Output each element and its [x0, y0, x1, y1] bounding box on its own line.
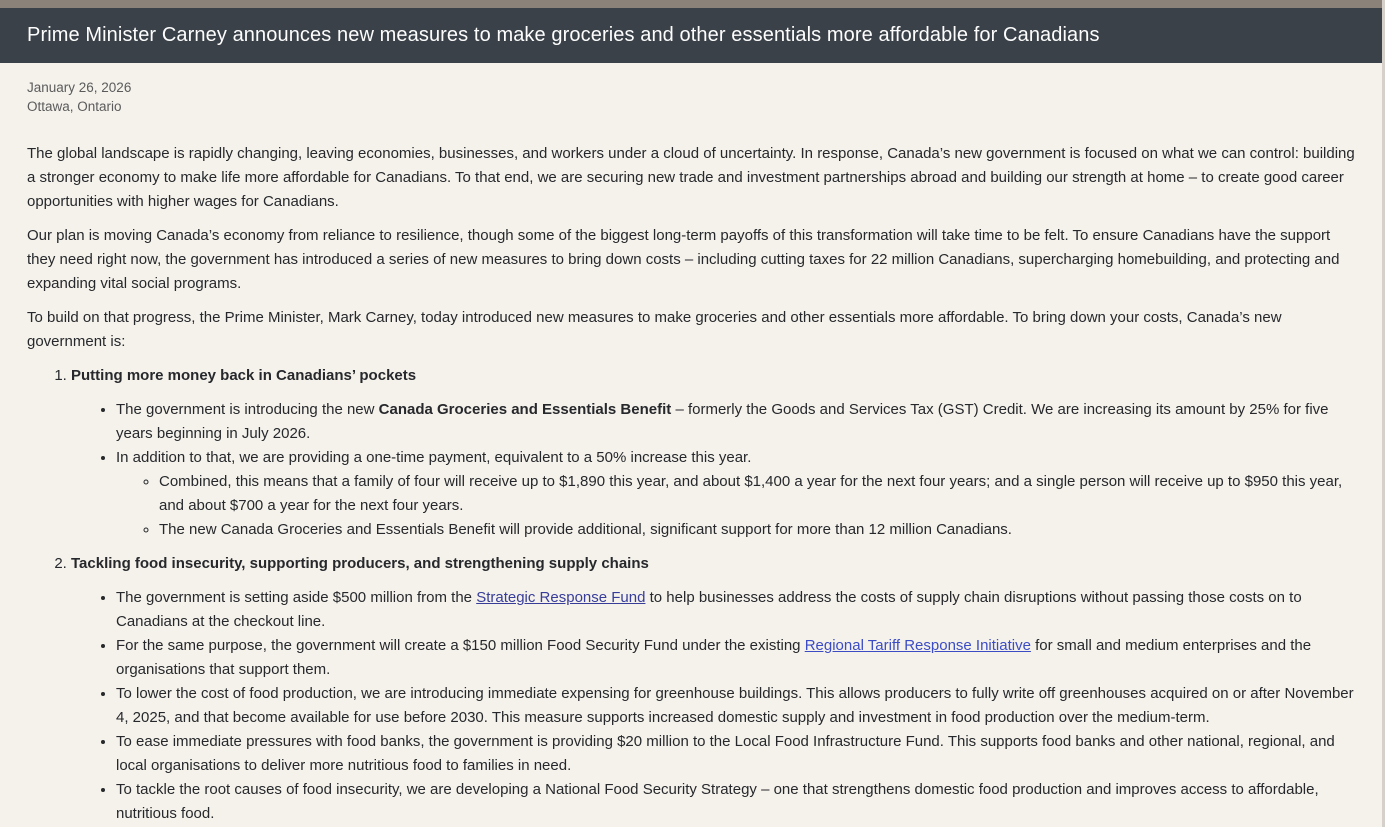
bullet-list [71, 398, 1358, 542]
bullet-list [71, 586, 1358, 826]
page-title: Prime Minister Carney announces new measures to make groceries and other essentials more affordable for Canadians [27, 24, 1100, 46]
sub-bullet-item [159, 470, 1358, 518]
bullet-item [116, 586, 1358, 634]
paragraph [27, 224, 1358, 296]
text-segment: Our plan is moving Canada’s economy from reliance to resilience, though some of the biggest long-term payoffs of this transformation will take time to be felt. To ensure Canadians have the support they need right now, the government has introduced a series of new measures to bring down costs – including cutting taxes for 22 million Canadians, supercharging homebuilding, and protecting and expanding vital social programs. [27, 227, 1340, 292]
bullet-item [116, 730, 1358, 778]
bullet-item [116, 446, 1358, 542]
text-segment: The government is introducing the new [116, 401, 379, 418]
paragraph [27, 306, 1358, 354]
text-segment: To build on that progress, the Prime Minister, Mark Carney, today introduced new measures to make groceries and other essentials more affordable. To bring down your costs, Canada’s new government is: [27, 309, 1282, 350]
top-edge-strip [0, 0, 1385, 8]
article-body [27, 142, 1358, 826]
sub-bullet-item [159, 518, 1358, 542]
text-segment: To tackle the root causes of food insecurity, we are developing a National Food Security Strategy – one that strengthens domestic food production and improves access to affordable, nutritious food. [116, 781, 1319, 822]
bullet-item [116, 682, 1358, 730]
text-segment: Combined, this means that a family of four will receive up to $1,890 this year, and about $1,400 a year for the next four years; and a single person will receive up to $950 this year, and about $700 a year for the next four years. [159, 473, 1343, 514]
bullet-item [116, 778, 1358, 826]
text-segment: To lower the cost of food production, we are introducing immediate expensing for greenhouse buildings. This allows producers to fully write off greenhouses acquired on or after November 4, 2025, and that become available for use before 2030. This measure supports increased domestic supply and investment in food production over the medium-term. [116, 685, 1354, 726]
text-segment: For the same purpose, the government will create a $150 million Food Security Fund under the existing [116, 637, 805, 654]
strategic-response-fund-link[interactable]: Strategic Response Fund [476, 589, 646, 606]
bullet-item [116, 634, 1358, 682]
text-segment: In addition to that, we are providing a one-time payment, equivalent to a 50% increase this year. [116, 449, 752, 466]
release-date: January 26, 2026 [27, 80, 132, 95]
bullet-item [116, 398, 1358, 446]
text-segment: The new Canada Groceries and Essentials Benefit will provide additional, significant support for more than 12 million Canadians. [159, 521, 1012, 538]
sub-bullet-list [116, 470, 1358, 542]
numbered-measure-item [71, 552, 1358, 826]
text-segment: To ease immediate pressures with food banks, the government is providing $20 million to the Local Food Infrastructure Fund. This supports food banks and other national, regional, and local organisations to deliver more nutritious food to families in need. [116, 733, 1335, 774]
text-segment: to help businesses address the costs of supply chain disruptions without passing those costs on to Canadians at the checkout line. [116, 589, 1302, 630]
numbered-measure-item [71, 364, 1358, 542]
regional-tariff-response-initiative-link[interactable]: Regional Tariff Response Initiative [804, 637, 1031, 654]
release-location: Ottawa, Ontario [27, 99, 122, 114]
measure-heading: Tackling food insecurity, supporting producers, and strengthening supply chains [71, 555, 649, 572]
paragraphs [27, 142, 1358, 354]
bold-text: Canada Groceries and Essentials Benefit [378, 401, 672, 418]
page-body [0, 78, 1385, 826]
text-segment: The global landscape is rapidly changing, leaving economies, businesses, and workers under a cloud of uncertainty. In response, Canada’s new government is focused on what we can control: building a stronger economy to make life more affordable for Canadians. To that end, we are securing new trade and investment partnerships abroad and building our strength at home – to create good career opportunities with higher wages for Canadians. [27, 145, 1355, 210]
text-segment: The government is setting aside $500 million from the [116, 589, 477, 606]
header-bar [0, 8, 1385, 63]
text-segment: for small and medium enterprises and the organisations that support them. [116, 637, 1312, 678]
release-meta [27, 78, 1358, 116]
paragraph [27, 142, 1358, 214]
measures-list [27, 364, 1358, 826]
text-segment: – formerly the Goods and Services Tax (GST) Credit. We are increasing its amount by 25% for five years beginning in July 2026. [116, 401, 1329, 442]
measure-heading: Putting more money back in Canadians’ pockets [71, 367, 417, 384]
